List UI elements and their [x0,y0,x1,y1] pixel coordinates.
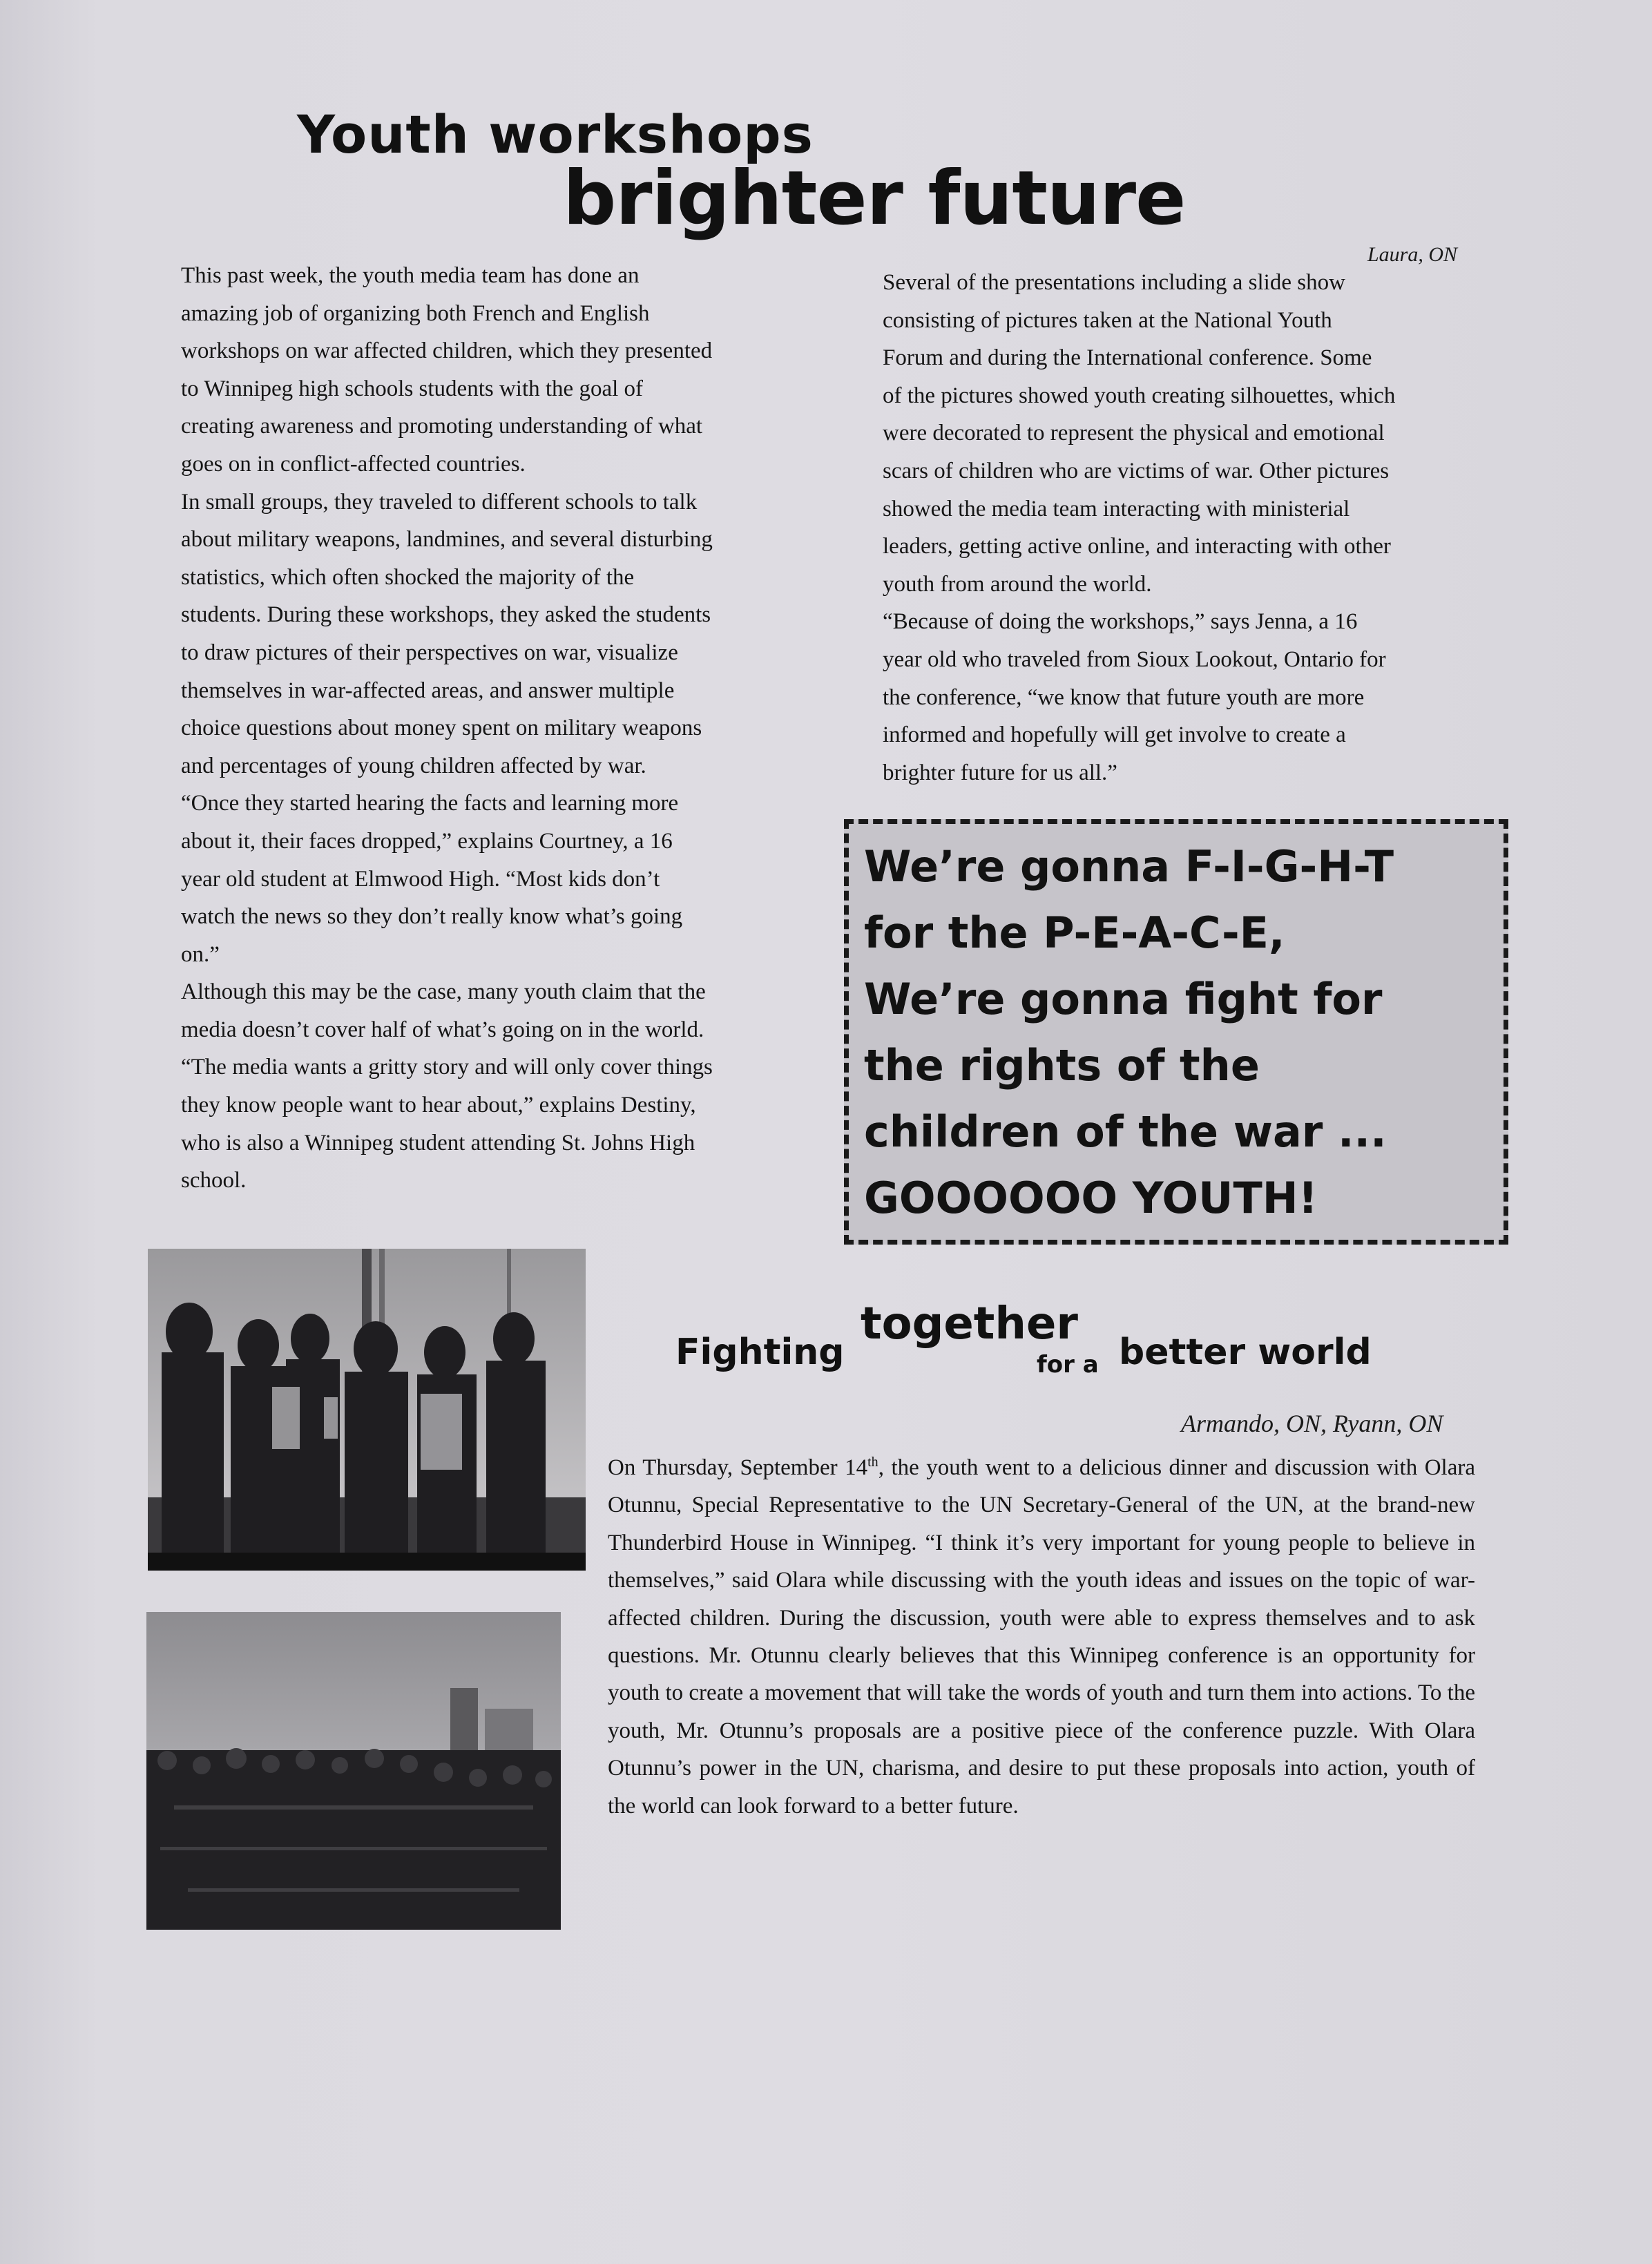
article-text-line: Although this may be the case, many youth claim that the [181,979,706,1005]
body-text-rest: , the youth went to a delicious dinner and discussion with Olara Otunnu, Special Representative to the UN Secretary-General of the UN, at the brand-new Thunderbird House in Winnipeg. “I think it’s very important for young people to believe in themselves,” said Olara while discussing with the youth ideas and issues on the topic of war-affected children. During the discussion, youth were able to express themselves and to ask questions. Mr. Otunnu clearly believes that this Winnipeg conference is an opportunity for youth to create a movement that will take the words of youth and turn them into actions. To the youth, Mr. Otunnu’s proposals are a positive piece of the conference puzzle. With Olara Otunnu’s power in the UN, charisma, and desire to put these proposals into action, youth of the world can look forward to a better future. [608,1455,1475,1819]
chant-quote-box [844,819,1508,1245]
article-text-line: year old student at Elmwood High. “Most kids don’t [181,866,660,892]
article-text-line: informed and hopefully will get involve to create a [883,722,1346,748]
group-photo-image [148,1249,586,1571]
chant-line: for the P-E-A-C-E, [864,908,1285,958]
article-text-line: “Once they started hearing the facts and learning more [181,791,679,816]
chant-line: the rights of the [864,1040,1260,1091]
article-text-line: Several of the presentations including a slide show [883,270,1345,295]
heading-word-for-a: for a [1037,1351,1099,1379]
chant-line: We’re gonna F-I-G-H-T [864,841,1394,892]
article-title-line2: brighter future [563,155,1186,242]
article-text-line: and percentages of young children affected by war. [181,753,646,778]
heading-word-better-world: better world [1119,1332,1372,1373]
article-text-line: creating awareness and promoting understanding of what [181,414,703,439]
crowd-photo [146,1612,561,1930]
article-text-line: amazing job of organizing both French and English [181,300,650,326]
article-text-line: themselves in war-affected areas, and answer multiple [181,678,675,703]
article-text-line: they know people want to hear about,” explains Destiny, [181,1093,696,1118]
article-text-line: This past week, the youth media team has done an [181,263,640,288]
article-text-line: students. During these workshops, they asked the students [181,602,711,628]
article-text-line: the conference, “we know that future youth are more [883,684,1365,710]
crowd-photo-image [146,1612,561,1930]
chant-line: children of the war ... [864,1106,1387,1157]
article-text-line: of the pictures showed youth creating silhouettes, which [883,383,1396,408]
article-text-line: media doesn’t cover half of what’s going on in the world. [181,1017,704,1042]
article-text-line: In small groups, they traveled to different schools to talk [181,489,698,515]
article-text-line: leaders, getting active online, and interacting with other [883,534,1391,559]
group-of-youth-photo [148,1249,586,1571]
article-text-line: youth from around the world. [883,571,1152,597]
article-byline: Laura, ON [1367,243,1458,266]
article-text-line: about military weapons, landmines, and several disturbing [181,527,713,553]
article-text-line: Forum and during the International conference. Some [883,345,1372,371]
second-article-paragraph [608,1443,1475,1825]
body-text-start: On Thursday, September 14 [608,1455,868,1480]
article-text-line: workshops on war affected children, which they presented [181,338,713,364]
article-left-column [181,257,834,1200]
heading-word-together: together [861,1298,1078,1350]
article-right-column [883,264,1515,792]
article-text-line: “Because of doing the workshops,” says Jenna, a 16 [883,609,1358,635]
chant-line: We’re gonna fight for [864,974,1383,1024]
article-title-line1: Youth workshops [297,104,814,165]
article-text-line: consisting of pictures taken at the National Youth [883,307,1332,333]
ordinal-superscript: th [867,1455,878,1470]
article-text-line: goes on in conflict-affected countries. [181,451,526,477]
article-text-line: were decorated to represent the physical and emotional [883,421,1385,446]
chant-line: GOOOOOO YOUTH! [864,1173,1318,1223]
article-text-line: “The media wants a gritty story and will only cover things [181,1055,713,1080]
article-text-line: about it, their faces dropped,” explains Courtney, a 16 [181,828,673,854]
article-text-line: showed the media team interacting with ministerial [883,496,1350,521]
heading-word-fighting: Fighting [675,1332,845,1373]
article-text-line: brighter future for us all.” [883,760,1117,785]
article-text-line: choice questions about money spent on military weapons [181,716,702,741]
second-article-byline: Armando, ON, Ryann, ON [1181,1410,1443,1437]
bleed-through-text [180,83,201,155]
article-text-line: statistics, which often shocked the majority of the [181,564,635,590]
article-text-line: school. [181,1168,247,1193]
article-text-line: year old who traveled from Sioux Lookout, Ontario for [883,646,1386,672]
article-text-line: who is also a Winnipeg student attending St. Johns High [181,1130,695,1155]
second-article-body [608,1443,1475,1825]
article-text-line: scars of children who are victims of war. Other pictures [883,458,1390,483]
article-text-line: watch the news so they don’t really know what’s going [181,904,683,930]
article-text-line: to Winnipeg high schools students with the goal of [181,376,644,401]
article-text-line: on.” [181,941,220,967]
article-text-line: to draw pictures of their perspectives on war, visualize [181,640,678,665]
second-article-heading [675,1298,1435,1381]
